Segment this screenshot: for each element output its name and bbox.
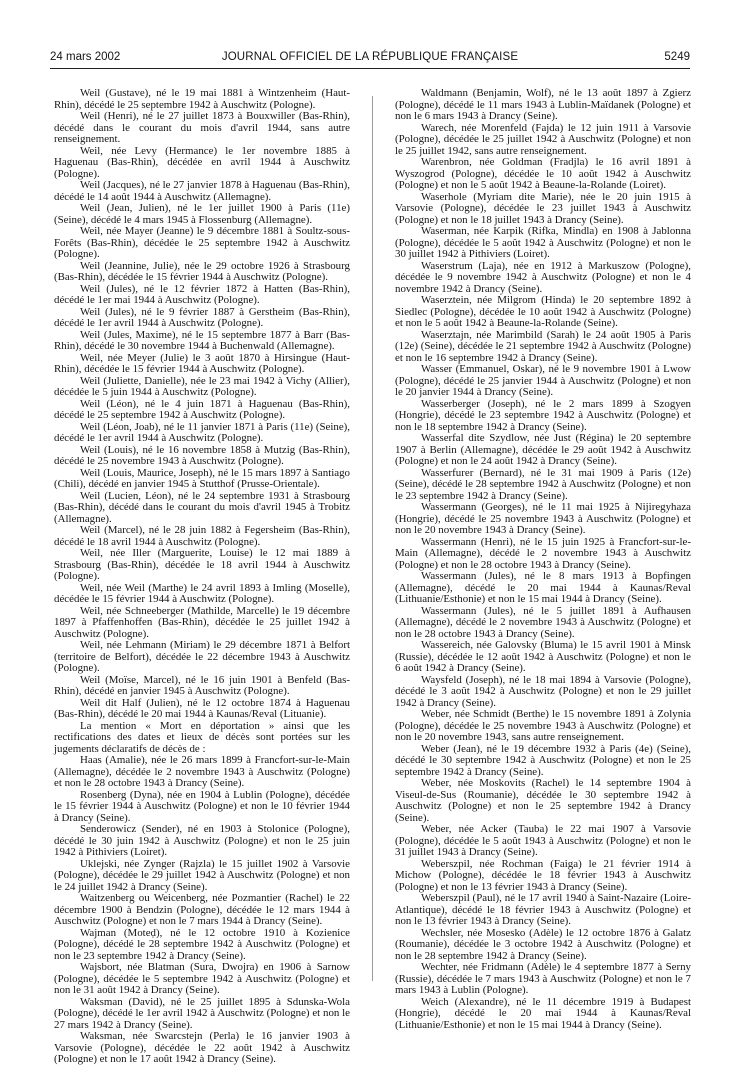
list-item: Waldmann (Benjamin, Wolf), né le 13 août 1897 à Zgierz (Pologne), décédé le 11 mars 1943 à Lublin-Maïdanek (Pologne) et non le 6 mars 1943 à Drancy (Seine). [395,87,691,122]
list-item: Weil, née Meyer (Julie) le 3 août 1870 à Hirsingue (Haut-Rhin), décédée le 15 février 1944 à Auschwitz (Pologne). [54,351,350,375]
list-item: Wasserfurer (Bernard), né le 31 mai 1909 à Paris (12e) (Seine), décédé le 28 septembre 1942 à Auschwitz (Pologne) et non le 23 septembre 1942 à Drancy (Seine). [395,466,691,502]
list-item: Weil (Marcel), né le 28 juin 1882 à Fegersheim (Bas-Rhin), décédé le 18 avril 1944 à Auschwitz (Pologne). [54,524,350,548]
list-item: Weberszpil, née Rochman (Faiga) le 21 février 1914 à Michow (Pologne), décédée le 18 février 1943 à Auschwitz (Pologne) et non le 13 février 1943 à Drancy (Seine). [395,857,691,893]
list-item: Weber, née Moskovits (Rachel) le 14 septembre 1904 à Viseul-de-Sus (Roumanie), décédée le 30 septembre 1942 à Auschwitz (Pologne) et non le 25 septembre 1942 à Drancy (Seine). [395,777,691,824]
left-column [54,88,350,1066]
list-item: Weberszpil (Paul), né le 17 avril 1940 à Saint-Nazaire (Loire-Atlantique), décédé le 18 février 1943 à Auschwitz (Pologne) et non le 13 février 1943 à Drancy (Seine). [395,892,691,927]
list-item: Uklejski, née Zynger (Rajzla) le 15 juillet 1902 à Varsovie (Pologne), décédée le 29 juillet 1942 à Auschwitz (Pologne) et non le 24 juillet 1942 à Drancy (Seine). [54,857,350,893]
list-item: Weil (Jules), né le 9 février 1887 à Gerstheim (Bas-Rhin), décédé le 1er avril 1944 à Auschwitz (Pologne). [54,305,350,329]
list-item: Rosenberg (Dyna), née en 1904 à Lublin (Pologne), décédée le 15 février 1944 à Auschwitz (Pologne) et non le 10 février 1944 à Drancy (Seine). [54,788,350,824]
list-item: Wechsler, née Mosesko (Adèle) le 12 octobre 1876 à Galatz (Roumanie), décédée le 3 octobre 1942 à Auschwitz (Pologne) et non le 28 septembre 1942 à Drancy (Seine). [395,926,691,962]
header-rule [50,68,690,69]
list-item: Weil (Léon), né le 4 juin 1871 à Haguenau (Bas-Rhin), décédé le 25 septembre 1942 à Auschwitz (Pologne). [54,397,350,421]
list-item: Weil, née Levy (Hermance) le 1er novembre 1885 à Haguenau (Bas-Rhin), décédée en avril 1944 à Auschwitz (Pologne). [54,144,350,180]
list-item: Weil (Jacques), né le 27 janvier 1878 à Haguenau (Bas-Rhin), décédé le 14 août 1944 à Auschwitz (Allemagne). [54,179,350,203]
list-item: Weil (Jules), né le 12 février 1872 à Hatten (Bas-Rhin), décédé le 1er mai 1944 à Auschwitz (Pologne). [54,282,350,306]
list-item: Wajman (Moteḍ), né le 12 octobre 1910 à Kozienice (Pologne), décédé le 28 septembre 1942 à Auschwitz (Pologne) et non le 23 septembre 1942 à Drancy (Seine). [54,926,350,962]
list-item: Weil (Jean, Julien), né le 1er juillet 1900 à Paris (11e) (Seine), décédé le 4 mars 1945 à Flossenburg (Allemagne). [54,202,350,226]
list-item: Waserztajn, née Marimbild (Sarah) le 24 août 1905 à Paris (12e) (Seine), décédée le 21 septembre 1942 à Auschwitz (Pologne) et non le 16 septembre 1942 à Drancy (Seine). [395,328,691,364]
list-item: Wasser (Emmanuel, Oskar), né le 9 novembre 1901 à Lwow (Pologne), décédé le 25 janvier 1944 à Auschwitz (Pologne) et non le 20 janvier 1944 à Drancy (Seine). [395,363,691,398]
list-item: Wechter, née Fridmann (Adèle) le 4 septembre 1877 à Serny (Russie), décédée le 7 mars 1943 à Auschwitz (Pologne) et non le 7 mars 1943 à Lublin (Pologne). [395,961,691,996]
list-item: Waserztein, née Milgrom (Hinda) le 20 septembre 1892 à Siedlec (Pologne), décédée le 10 août 1942 à Auschwitz (Pologne) et non le 5 août 1942 à Beaune-la-Rolande (Seine). [395,294,691,329]
list-item: Waserstrum (Laja), née en 1912 à Markuszow (Pologne), décédée le 9 novembre 1942 à Auschwitz (Pologne) et non le 4 novembre 1942 à Drancy (Seine). [395,259,691,295]
list-item: Warenbron, née Goldman (Fradjla) le 16 avril 1891 à Wyszogrod (Pologne), décédée le 10 août 1942 à Auschwitz (Pologne) et non le 5 août 1942 à Beaune-la-Rolande (Loiret). [395,156,691,191]
list-item: Weil (Louis), né le 16 novembre 1858 à Mutzig (Bas-Rhin), décédé le 25 novembre 1943 à Auschwitz (Pologne). [54,443,350,467]
column-divider [372,96,373,981]
list-item: Waysfeld (Joseph), né le 18 mai 1894 à Varsovie (Pologne), décédé le 3 août 1942 à Auschwitz (Pologne) et non le 29 juillet 1942 à Drancy (Seine). [395,673,691,709]
list-item: Weich (Alexandre), né le 11 décembre 1919 à Budapest (Hongrie), décédé le 20 mai 1944 à Kaunas/Reval (Lithuanie/Esthonie) et non le 15 mai 1944 à Drancy (Seine). [395,995,691,1031]
list-item: Weber, née Schmidt (Berthe) le 15 novembre 1891 à Zolynia (Pologne), décédée le 25 novembre 1943 à Auschwitz (Pologne) et non le 20 novembre 1943, sans autre renseignement. [395,708,691,743]
list-item: Weil (Louis, Maurice, Joseph), né le 15 mars 1897 à Santiago (Chili), décédé en janvier 1945 à Stutthof (Prusse-Orientale). [54,466,350,490]
right-column [395,88,691,1031]
list-item: Weil (Moïse, Marcel), né le 16 juin 1901 à Benfeld (Bas-Rhin), décédé en janvier 1945 à Auschwitz (Pologne). [54,673,350,697]
list-item: Weber, née Acker (Tauba) le 22 mai 1907 à Varsovie (Pologne), décédée le 5 août 1943 à Auschwitz (Pologne) et non le 31 juillet 1943 à Drancy (Seine). [395,823,691,858]
list-item: Weil (Léon, Joab), né le 11 janvier 1871 à Paris (11e) (Seine), décédé le 1er avril 1944 à Auschwitz (Pologne). [54,420,350,444]
list-item: Senderowicz (Sender), né en 1903 à Stolonice (Pologne), décédé le 30 juin 1942 à Auschwitz (Pologne) et non le 25 juin 1942 à Pithiviers (Loiret). [54,823,350,858]
list-item: Wasserberger (Joseph), né le 2 mars 1899 à Szogyen (Hongrie), décédé le 23 septembre 1942 à Auschwitz (Pologne) et non le 18 septembre 1942 à Drancy (Seine). [395,397,691,433]
list-item: Weil (Juliette, Danielle), née le 23 mai 1942 à Vichy (Allier), décédée le 5 juin 1944 à Auschwitz (Pologne). [54,374,350,398]
list-item: Weil, née Iller (Marguerite, Louise) le 12 mai 1889 à Strasbourg (Bas-Rhin), décédée le 18 avril 1944 à Auschwitz (Pologne). [54,547,350,582]
list-item: Waserman, née Karpik (Rifka, Mindla) en 1908 à Jablonna (Pologne), décédée le 5 août 1942 à Auschwitz (Pologne) et non le 30 juillet 1942 à Pithiviers (Loiret). [395,225,691,260]
list-item: Weil (Henri), né le 27 juillet 1873 à Bouxwiller (Bas-Rhin), décédé dans le courant du mois d'avril 1944, sans autre renseignement. [54,110,350,145]
list-item: Waitzenberg ou Weicenberg, née Pozmantier (Rachel) le 22 décembre 1900 à Bendzin (Pologne), décédée le 12 mars 1944 à Auschwitz (Pologne) et non le 7 mars 1944 à Drancy (Seine). [54,892,350,927]
list-item: Weil, née Weil (Marthe) le 24 avril 1893 à Imling (Moselle), décédée le 15 février 1944 à Auschwitz (Pologne). [54,581,350,605]
list-item: Wassermann (Henri), né le 15 juin 1925 à Francfort-sur-le-Main (Allemagne), décédé le 2 novembre 1943 à Auschwitz (Pologne) et non le 28 octobre 1943 à Drancy (Seine). [395,535,691,571]
list-item: Waserhole (Myriam dite Marie), née le 20 juin 1915 à Varsovie (Pologne), décédée le 23 juillet 1943 à Auschwitz (Pologne) et non le 18 juillet 1943 à Drancy (Seine). [395,190,691,226]
list-item: Weil (Gustave), né le 19 mai 1881 à Wintzenheim (Haut-Rhin), décédé le 25 septembre 1942 à Auschwitz (Pologne). [54,87,350,111]
list-item: Weil, née Schneeberger (Mathilde, Marcelle) le 19 décembre 1897 à Pfaffenhoffen (Bas-Rhin), décédée le 25 juillet 1942 à Auschwitz (Pologne). [54,604,350,640]
list-item: Wassereich, née Galovsky (Bluma) le 15 avril 1901 à Minsk (Russie), décédée le 12 août 1942 à Auschwitz (Pologne) et non le 6 août 1942 à Drancy (Seine). [395,639,691,674]
page-number: 5249 [664,51,690,63]
rectification-notice: La mention « Mort en déportation » ainsi que les rectifications des dates et lieux de décès sont portées sur les jugements déclaratifs de décès de : [54,719,350,755]
list-item: Weil (Jules, Maxime), né le 15 septembre 1877 à Barr (Bas-Rhin), décédé le 30 novembre 1944 à Buchenwald (Allemagne). [54,328,350,352]
list-item: Weil dit Half (Julien), né le 12 octobre 1874 à Haguenau (Bas-Rhin), décédé le 20 mai 1944 à Kaunas/Reval (Lituanie). [54,696,350,720]
list-item: Wajsbort, née Blatman (Sura, Dwojra) en 1906 à Sarnow (Pologne), décédée le 5 septembre 1942 à Auschwitz (Pologne) et non le 31 août 1942 à Drancy (Seine). [54,961,350,996]
list-item: Wassermann (Jules), né le 8 mars 1913 à Bopfingen (Allemagne), décédé le 20 mai 1944 à Kaunas/Reval (Lithuanie/Esthonie) et non le 15 mai 1944 à Drancy (Seine). [395,570,691,605]
list-item: Waksman, née Swarcstejn (Perla) le 16 janvier 1903 à Varsovie (Pologne), décédée le 22 août 1942 à Auschwitz (Pologne) et non le 17 août 1942 à Drancy (Seine). [54,1030,350,1065]
list-item: Wassermann (Georges), né le 11 mai 1925 à Nijiregyhaza (Hongrie), décédé le 25 novembre 1943 à Auschwitz (Pologne) et non le 20 novembre 1943 à Drancy (Seine). [395,501,691,536]
journal-title: JOURNAL OFFICIEL DE LA RÉPUBLIQUE FRANÇAISE [221,51,519,63]
list-item: Weil (Lucien, Léon), né le 24 septembre 1931 à Strasbourg (Bas-Rhin), décédé dans le courant du mois d'avril 1945 à Trobitz (Allemagne). [54,489,350,525]
list-item: Waksman (David), né le 25 juillet 1895 à Sdunska-Wola (Pologne), décédé le 1er avril 1942 à Auschwitz (Pologne) et non le 27 mars 1942 à Drancy (Seine). [54,995,350,1031]
list-item: Weil, née Mayer (Jeanne) le 9 décembre 1881 à Soultz-sous-Forêts (Bas-Rhin), décédée le 25 septembre 1942 à Auschwitz (Pologne). [54,225,350,260]
list-item: Weil (Jeannine, Julie), née le 29 octobre 1926 à Strasbourg (Bas-Rhin), décédée le 15 février 1944 à Auschwitz (Pologne). [54,259,350,283]
list-item: Weber (Jean), né le 19 décembre 1932 à Paris (4e) (Seine), décédé le 30 septembre 1942 à Auschwitz (Pologne) et non le 25 septembre 1942 à Drancy (Seine). [395,742,691,778]
list-item: Warech, née Morenfeld (Fajda) le 12 juin 1911 à Varsovie (Pologne), décédée le 25 juillet 1942 à Auschwitz (Pologne) et non le 25 juillet 1942, sans autre renseignement. [395,121,691,157]
issue-date: 24 mars 2002 [50,51,121,63]
list-item: Haas (Amalie), née le 26 mars 1899 à Francfort-sur-le-Main (Allemagne), décédée le 2 novembre 1943 à Auschwitz (Pologne) et non le 28 octobre 1943 à Drancy (Seine). [54,754,350,789]
page-header [50,51,690,67]
list-item: Weil, née Lehmann (Miriam) le 29 décembre 1871 à Belfort (territoire de Belfort), décédée le 22 décembre 1943 à Auschwitz (Pologne). [54,639,350,674]
list-item: Wasserfal dite Szydlow, née Just (Régina) le 20 septembre 1907 à Berlin (Allemagne), décédée le 29 août 1942 à Auschwitz (Pologne) et non le 24 août 1942 à Drancy (Seine). [395,432,691,467]
list-item: Wassermann (Jules), né le 5 juillet 1891 à Aufhausen (Allemagne), décédé le 2 novembre 1943 à Auschwitz (Pologne) et non le 28 octobre 1943 à Drancy (Seine). [395,604,691,640]
